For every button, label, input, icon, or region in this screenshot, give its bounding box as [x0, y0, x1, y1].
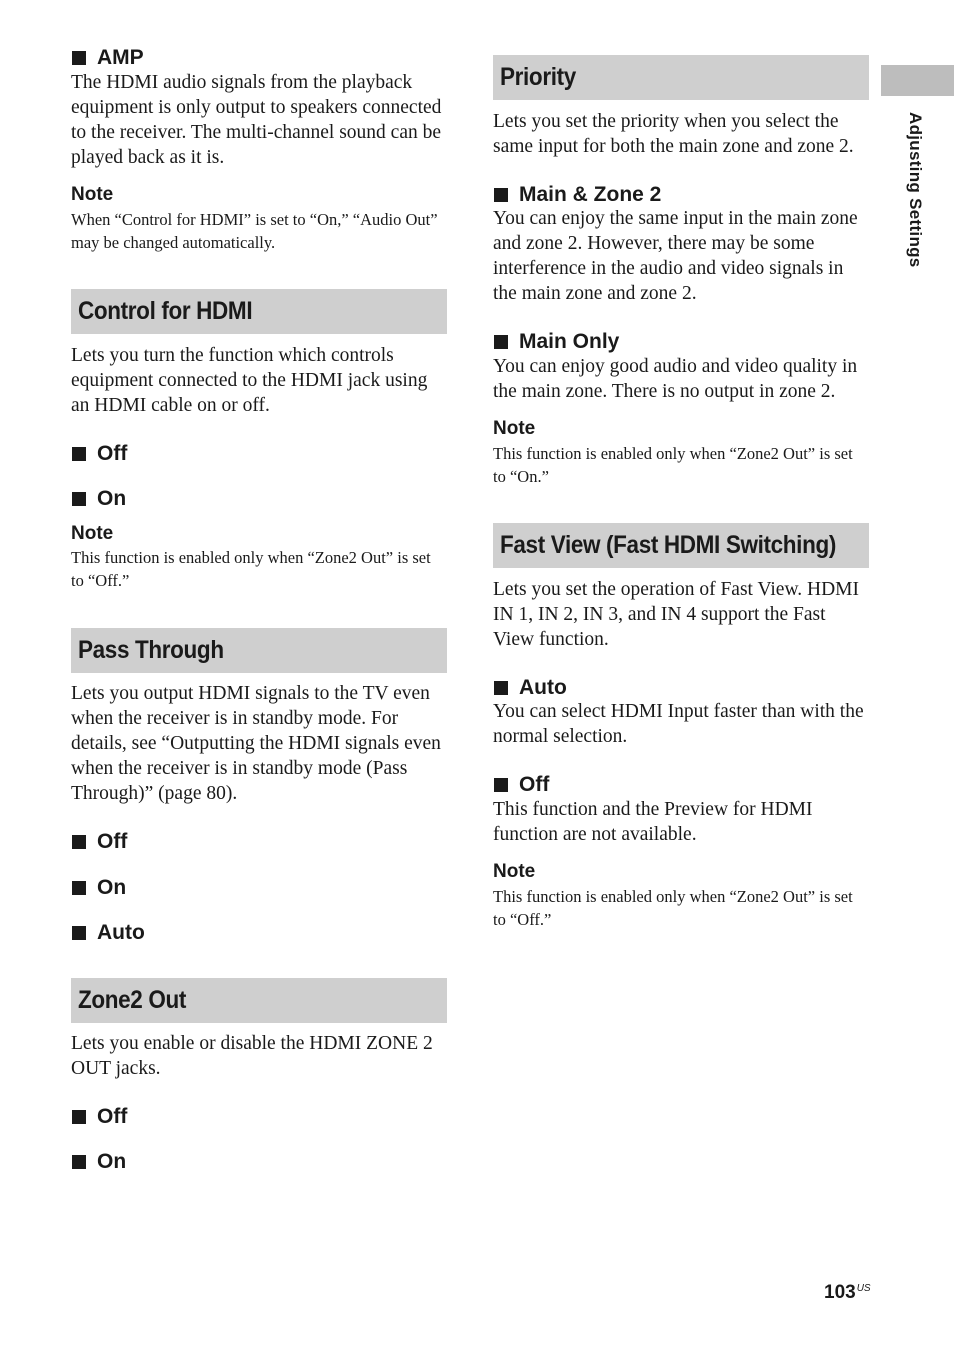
option-label: Off [97, 1105, 128, 1128]
chapter-tab [881, 65, 954, 96]
option-label: Main & Zone 2 [519, 183, 662, 206]
amp-description: The HDMI audio signals from the playback equipment is only output to speakers connected to the receiver. The multi-channel sound can be played back as it is. [71, 72, 442, 168]
option-off [71, 829, 447, 854]
section-title: Fast View (Fast HDMI Switching) [500, 531, 836, 559]
option-on [71, 875, 447, 900]
section-title: Priority [500, 63, 576, 91]
option-label: On [97, 487, 127, 510]
option-label: Auto [519, 676, 567, 699]
note-heading: Note [493, 861, 536, 882]
priority-description: Lets you set the priority when you select the same input for both the main zone and zone 2. [493, 111, 854, 157]
fast-view-description: Lets you set the operation of Fast View. HDMI IN 1, IN 2, IN 3, and IN 4 support the Fast View function. [493, 579, 860, 650]
option-label: Off [97, 830, 128, 853]
square-bullet-icon [72, 835, 86, 849]
section-title: Control for HDMI [78, 297, 253, 325]
square-bullet-icon [72, 51, 86, 65]
option-label: Off [519, 773, 550, 796]
note-text: This function is enabled only when “Zone2 Out” is set to “Off.” [71, 548, 431, 590]
control-for-hdmi-description: Lets you turn the function which controls equipment connected to the HDMI jack using an HDMI cable on or off. [71, 345, 428, 416]
square-bullet-icon [72, 447, 86, 461]
option-off [71, 441, 447, 466]
square-bullet-icon [72, 881, 86, 895]
section-title: Zone2 Out [78, 986, 187, 1014]
option-on [71, 486, 447, 511]
square-bullet-icon [494, 778, 508, 792]
note-text: This function is enabled only when “Zone2 Out” is set to “Off.” [493, 887, 853, 929]
square-bullet-icon [494, 335, 508, 349]
option-auto [71, 920, 447, 945]
main-zone2-description: You can enjoy the same input in the main zone and zone 2. However, there may be some interference in the audio and video signals in the main zone and zone 2. [493, 208, 858, 304]
page-number [824, 1282, 871, 1304]
option-label: On [97, 876, 127, 899]
page-number-value: 103 [824, 1282, 856, 1303]
option-label: Auto [97, 921, 145, 944]
section-header-pass-through [71, 628, 447, 673]
section-header-fast-view [493, 523, 869, 568]
option-off [71, 1104, 447, 1129]
option-auto [493, 675, 869, 700]
option-on [71, 1149, 447, 1174]
page-number-suffix: US [856, 1282, 871, 1294]
off-description: This function and the Preview for HDMI function are not available. [493, 799, 813, 845]
note-text: This function is enabled only when “Zone2 Out” is set to “On.” [493, 444, 853, 486]
square-bullet-icon [72, 1155, 86, 1169]
zone2-out-description: Lets you enable or disable the HDMI ZONE 2 OUT jacks. [71, 1033, 433, 1079]
option-main-only [493, 329, 869, 354]
note-heading: Note [493, 418, 536, 439]
note-heading: Note [71, 523, 114, 544]
pass-through-description: Lets you output HDMI signals to the TV even when the receiver is in standby mode. For details, see “Outputting the HDMI signals even when the receiver is in standby mode (Pass Through)” (page 80). [71, 683, 441, 804]
square-bullet-icon [494, 681, 508, 695]
section-header-control-for-hdmi [71, 289, 447, 334]
square-bullet-icon [72, 492, 86, 506]
option-off [493, 772, 869, 797]
option-label: On [97, 1150, 127, 1173]
option-label: Off [97, 442, 128, 465]
section-title: Pass Through [78, 636, 224, 664]
option-label: AMP [97, 46, 144, 69]
square-bullet-icon [72, 1110, 86, 1124]
section-header-priority [493, 55, 869, 100]
section-header-zone2-out [71, 978, 447, 1023]
square-bullet-icon [72, 926, 86, 940]
chapter-tab-label: Adjusting Settings [906, 112, 925, 268]
main-only-description: You can enjoy good audio and video quality in the main zone. There is no output in zone 2. [493, 356, 858, 402]
option-amp [71, 45, 447, 70]
auto-description: You can select HDMI Input faster than with the normal selection. [493, 701, 864, 747]
note-text: When “Control for HDMI” is set to “On,” “Audio Out” may be changed automatically. [71, 210, 438, 252]
square-bullet-icon [494, 188, 508, 202]
option-label: Main Only [519, 330, 620, 353]
note-heading: Note [71, 184, 114, 205]
option-main-zone2 [493, 182, 869, 207]
